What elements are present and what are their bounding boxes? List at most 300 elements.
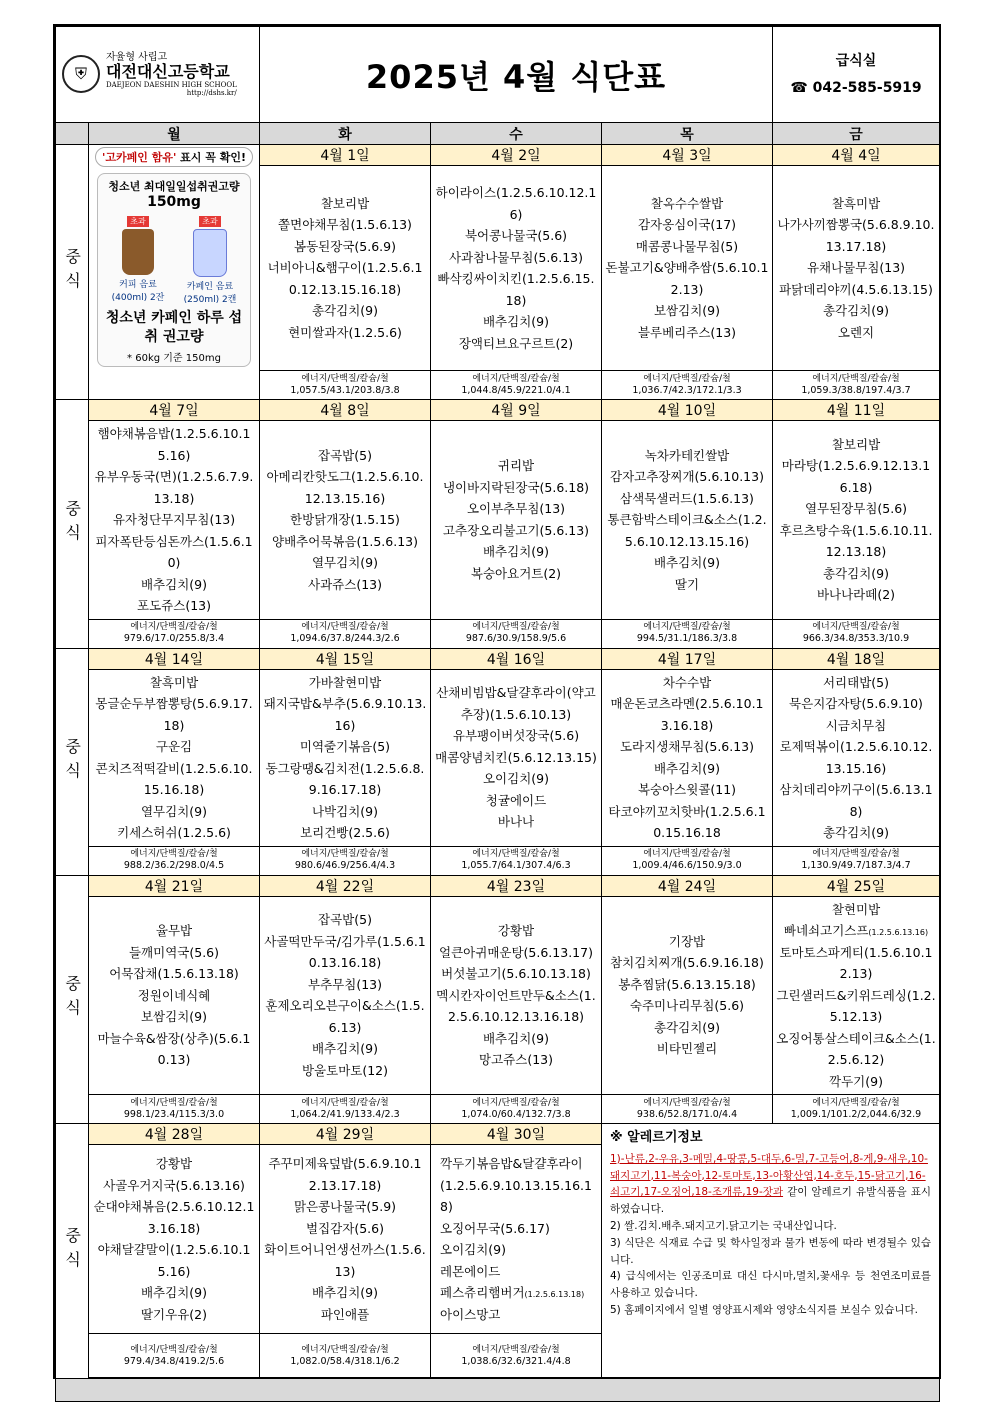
menu-item-text: 복숭아요거트(2) xyxy=(470,565,562,581)
nutrition-cell xyxy=(89,1334,260,1379)
menu-item xyxy=(92,758,256,801)
menu-item xyxy=(776,672,936,694)
menu-item-text: 돼지국밥&부추(5.6.9.10.13.16) xyxy=(263,696,427,733)
nutrition-value: 988.2/36.2/298.0/4.5 xyxy=(123,860,225,872)
date-cell: 4월 10일 xyxy=(602,400,773,421)
menu-item-text: 유부우동국(면)(1.2.5.6.7.9.13.18) xyxy=(94,469,254,506)
nutrition-cell xyxy=(260,371,431,400)
promo-foot1: 청소년 카페인 하루 섭취 권고량 xyxy=(105,310,243,345)
menu-item xyxy=(776,455,936,498)
menu-item xyxy=(434,333,598,355)
menu-item-text: 깍두기(9) xyxy=(829,1073,883,1089)
menu-cell xyxy=(773,896,940,1095)
menu-item xyxy=(92,693,256,736)
menu-item xyxy=(263,693,427,736)
menu-item-text: 방울토마토(12) xyxy=(301,1062,389,1078)
menu-item-text: 빠삭킹싸이치킨(1.2.5.6.15.18) xyxy=(437,271,595,308)
menu-cell xyxy=(602,896,773,1095)
menu-item xyxy=(263,931,427,974)
menu-item xyxy=(263,1196,427,1218)
menu-item xyxy=(92,822,256,844)
menu-cell xyxy=(431,896,602,1095)
menu-item-text: 햄야채볶음밥(1.2.5.6.10.15.16) xyxy=(97,426,251,463)
menu-item-text: 매콤양념치킨(5.6.12.13.15) xyxy=(435,749,597,765)
menu-item-text: 사과참나물무침(5.6.13) xyxy=(448,249,584,265)
menu-item-text: 총각김치(9) xyxy=(822,303,889,319)
menu-item-text: 감자옹심이국(17) xyxy=(637,217,737,233)
nutrition-cell xyxy=(260,1334,431,1379)
nutrition-cell xyxy=(773,371,940,400)
menu-item xyxy=(605,672,769,694)
menu-item xyxy=(434,455,598,477)
menu-item xyxy=(92,672,256,694)
menu-item xyxy=(434,963,598,985)
nutrition-value: 1,130.9/49.7/187.3/4.7 xyxy=(801,860,911,872)
menu-item xyxy=(605,758,769,780)
nutrition-label: 에너지/단백질/칼슘/철 xyxy=(472,1344,560,1355)
nutrition-label: 에너지/단백질/칼슘/철 xyxy=(130,849,218,860)
menu-item-text: 오징어통살스테이크&소스(1.2.5.6.12) xyxy=(776,1030,936,1067)
menu-item-text: 묵은지감자탕(5.6.9.10) xyxy=(789,696,923,711)
menu-item xyxy=(434,311,598,333)
allergy-note-3: 3) 식단은 식재료 수급 및 학사일정과 물가 변동에 따라 변경될수 있습니다. xyxy=(610,1236,931,1266)
energy-can xyxy=(180,216,240,305)
menu-item xyxy=(263,672,427,694)
menu-item-text: 배추김치(9) xyxy=(482,1030,549,1046)
nutrition-value: 979.6/17.0/255.8/3.4 xyxy=(123,633,225,645)
menu-item xyxy=(776,779,936,822)
menu-item-text: 북어콩나물국(5.6) xyxy=(464,228,568,243)
menu-item-text: 한방닭개장(1.5.15) xyxy=(290,512,400,527)
weekday-thu: 목 xyxy=(602,123,773,145)
menu-item xyxy=(776,300,936,322)
promo-badge xyxy=(95,147,253,167)
menu-item-text: 찰흑미밥 xyxy=(831,195,881,211)
menu-item xyxy=(434,790,598,812)
nutrition-label: 에너지/단백질/칼슘/철 xyxy=(643,373,731,384)
nutrition-value: 1,038.6/32.6/321.4/4.8 xyxy=(461,1355,571,1367)
nutrition-value: 987.6/30.9/158.9/5.6 xyxy=(465,633,567,645)
menu-cell xyxy=(773,166,940,371)
date-cell: 4월 14일 xyxy=(89,648,260,669)
allergy-note-1 xyxy=(610,1151,931,1218)
menu-item xyxy=(92,942,256,964)
nutrition-label: 에너지/단백질/칼슘/철 xyxy=(643,622,731,633)
menu-item-text: 서리태밥(5) xyxy=(822,674,889,690)
weekday-fri: 금 xyxy=(773,123,940,145)
menu-item xyxy=(92,985,256,1007)
date-cell: 4월 17일 xyxy=(602,648,773,669)
nutrition-cell xyxy=(260,846,431,875)
menu-item-text: 딸기우유(2) xyxy=(140,1306,207,1322)
menu-item xyxy=(263,1239,427,1282)
nutrition-cell xyxy=(89,619,260,648)
menu-item xyxy=(605,322,769,344)
nutrition-cell xyxy=(431,1334,602,1379)
nutrition-value: 1,059.3/38.8/197.4/3.7 xyxy=(801,384,911,396)
menu-item xyxy=(434,1261,598,1283)
menu-item-text: 총각김치(9) xyxy=(822,565,889,581)
menu-item xyxy=(776,498,936,520)
menu-item xyxy=(434,1153,598,1218)
menu-item-text: 훈제오리오븐구이&소스(1.5.6.13) xyxy=(265,998,425,1035)
menu-item-text: 그린샐러드&키위드레싱(1.2.5.12.13) xyxy=(776,987,936,1024)
menu-item-text: 봄동된장국(5.6.9) xyxy=(294,238,396,254)
menu-cell xyxy=(89,421,260,620)
menu-item xyxy=(263,236,427,258)
nutrition-cell xyxy=(431,371,602,400)
menu-item xyxy=(776,279,936,301)
menu-item xyxy=(92,801,256,823)
menu-item-text: 열무된장무침(5.6) xyxy=(804,501,908,517)
menu-item-text: 버섯불고기(5.6.10.13.18) xyxy=(441,966,591,981)
menu-item xyxy=(776,584,936,606)
menu-item xyxy=(605,193,769,215)
menu-item-text: 배추김치(9) xyxy=(311,1041,378,1057)
date-cell: 4월 18일 xyxy=(773,648,940,669)
menu-cell xyxy=(89,669,260,846)
nutrition-value: 1,094.6/37.8/244.3/2.6 xyxy=(290,633,400,645)
menu-cell xyxy=(773,421,940,620)
menu-item-text: 타코야끼꼬치핫바(1.2.5.6.10.15.16.18 xyxy=(608,803,766,840)
date-cell: 4월 2일 xyxy=(431,145,602,166)
menu-item-text: 배추김치(9) xyxy=(140,576,207,592)
promo-badge-red: '고카페인 함유' xyxy=(102,151,177,164)
menu-item-text: 통큰함박스테이크&소스(1.2.5.6.10.12.13.15.16) xyxy=(607,512,767,549)
allergy-note-2: 2) 쌀.김치.배추.돼지고기.닭고기는 국내산입니다. xyxy=(610,1219,837,1232)
menu-item-text: 사과쥬스(13) xyxy=(308,576,382,592)
cup2-tag: 초과 xyxy=(199,216,220,227)
menu-item-text: 토마토스파게티(1.5.6.10.12.13) xyxy=(779,944,933,981)
nutrition-cell xyxy=(602,371,773,400)
kitchen-cell xyxy=(773,27,940,123)
allergy-heading: ※ 알레르기정보 xyxy=(610,1130,703,1145)
nutrition-label: 에너지/단백질/칼슘/철 xyxy=(301,849,389,860)
menu-item xyxy=(434,1028,598,1050)
menu-item-text: 벌집감자(5.6) xyxy=(306,1220,384,1236)
nutrition-value: 1,036.7/42.3/172.1/3.3 xyxy=(632,384,742,396)
menu-item-text: 바나나 xyxy=(497,814,535,830)
date-cell: 4월 3일 xyxy=(602,145,773,166)
menu-item-text: 현미쌀과자(1.2.5.6) xyxy=(288,324,402,340)
nutrition-cell xyxy=(602,846,773,875)
menu-item xyxy=(263,466,427,509)
nutrition-value: 994.5/31.1/186.3/3.8 xyxy=(636,633,738,645)
nutrition-value: 1,009.1/101.2/2,044.6/32.9 xyxy=(790,1108,922,1120)
nutrition-label: 에너지/단백질/칼슘/철 xyxy=(301,622,389,633)
date-cell: 4월 30일 xyxy=(431,1124,602,1145)
menu-item xyxy=(605,300,769,322)
date-cell: 4월 21일 xyxy=(89,875,260,896)
meal-label-week-1: 중식 xyxy=(56,145,89,400)
menu-item xyxy=(605,236,769,258)
menu-item-text: 순대야채볶음(2.5.6.10.12.13.16.18) xyxy=(93,1199,255,1236)
date-cell: 4월 23일 xyxy=(431,875,602,896)
school-type: 자율형 사립고 xyxy=(106,51,168,63)
nutrition-label: 에너지/단백질/칼슘/철 xyxy=(130,1097,218,1108)
menu-cell xyxy=(602,166,773,371)
nutrition-value: 979.4/34.8/419.2/5.6 xyxy=(123,1355,225,1367)
nutrition-cell xyxy=(431,846,602,875)
menu-item-text: 유부팽이버섯장국(5.6) xyxy=(452,728,580,744)
menu-item-text: 맑은콩나물국(5.9) xyxy=(293,1199,397,1214)
menu-item xyxy=(263,445,427,467)
menu-item-text: 오이김치(9) xyxy=(482,771,549,787)
menu-item xyxy=(92,736,256,758)
menu-item xyxy=(434,498,598,520)
menu-item xyxy=(263,531,427,553)
menu-item-text: 총각김치(9) xyxy=(311,303,378,319)
menu-item-text: 돈불고기&양배추쌈(5.6.10.12.13) xyxy=(605,260,769,297)
menu-item-text: 찰옥수수쌀밥 xyxy=(650,195,724,211)
menu-item xyxy=(263,822,427,844)
footer-blank-row xyxy=(56,1379,940,1402)
corner-cell xyxy=(56,123,89,145)
school-url: http://dshs.kr/ xyxy=(186,89,237,98)
menu-item-text: 어묵잡채(1.5.6.13.18) xyxy=(109,966,239,981)
menu-item xyxy=(92,1028,256,1071)
nutrition-value: 938.6/52.8/171.0/4.4 xyxy=(636,1108,738,1120)
allergy-codes-suffix: 같이 알레르기 유발식품을 표시하였습니다. xyxy=(610,1186,931,1216)
menu-item xyxy=(434,1049,598,1071)
menu-item xyxy=(434,768,598,790)
allergy-note-4: 4) 급식에서는 인공조미료 대신 다시마,멸치,꽃새우 등 천연조미료를 사용하고 있습니다. xyxy=(610,1270,931,1300)
allergy-info xyxy=(602,1124,940,1379)
menu-item-text: 삼색묵샐러드(1.5.6.13) xyxy=(620,490,754,506)
weekday-wed: 수 xyxy=(431,123,602,145)
menu-item xyxy=(434,541,598,563)
menu-item xyxy=(605,779,769,801)
nutrition-value: 1,055.7/64.1/307.4/6.3 xyxy=(461,860,571,872)
menu-item xyxy=(434,1304,598,1326)
kitchen-phone: ☎ 042-585-5919 xyxy=(790,79,922,96)
school-name: 대전대신고등학교 xyxy=(106,62,230,81)
date-cell: 4월 7일 xyxy=(89,400,260,421)
menu-item xyxy=(776,1071,936,1093)
menu-item xyxy=(776,434,936,456)
nutrition-value: 1,057.5/43.1/203.8/3.8 xyxy=(290,384,400,396)
menu-item-text: 유자청단무지무침(13) xyxy=(112,512,236,527)
menu-item-text: 도라지생채무침(5.6.13) xyxy=(619,739,755,754)
menu-item-text: 야채달걀말이(1.2.5.6.10.15.16) xyxy=(97,1242,251,1279)
menu-item-text: 바나나라떼(2) xyxy=(816,587,896,603)
menu-item-text: 아이스망고 xyxy=(440,1306,501,1322)
menu-cell xyxy=(260,166,431,371)
menu-item-text: 보쌈김치(9) xyxy=(653,303,720,319)
menu-item-text: 열무김치(9) xyxy=(140,803,207,819)
menu-item-text: 오이김치(9) xyxy=(440,1242,507,1257)
menu-item xyxy=(92,509,256,531)
menu-item-text: 얼큰아귀매운탕(5.6.13.17) xyxy=(439,944,593,960)
menu-item-text: 산채비빔밥&달걀후라이(약고추장)(1.5.6.10.13) xyxy=(436,685,596,722)
menu-item-text: 배추김치(9) xyxy=(653,760,720,776)
menu-item-text: 양배추어묵볶음(1.5.6.13) xyxy=(272,533,418,549)
menu-item-allergy-small: (1.2.5.6.13.18) xyxy=(524,1290,585,1299)
menu-item xyxy=(263,736,427,758)
nutrition-label: 에너지/단백질/칼슘/철 xyxy=(472,1097,560,1108)
menu-item-text: 기장밥 xyxy=(668,933,706,949)
nutrition-cell xyxy=(89,1095,260,1124)
menu-sheet xyxy=(53,24,941,1379)
menu-item xyxy=(263,214,427,236)
menu-item-text: 총각김치(9) xyxy=(822,825,889,840)
menu-item-text: 배추김치(9) xyxy=(311,1285,378,1300)
menu-item xyxy=(92,1153,256,1175)
menu-item xyxy=(263,758,427,801)
menu-item xyxy=(263,1282,427,1304)
menu-item-text: 구운김 xyxy=(155,739,193,754)
school-logo-cell xyxy=(56,27,260,123)
menu-item xyxy=(776,736,936,779)
menu-item xyxy=(434,182,598,225)
menu-cell xyxy=(260,1145,431,1334)
menu-item-text: 청귤에이드 xyxy=(485,792,547,808)
menu-item-text: 하이라이스(1.2.5.6.10.12.16) xyxy=(435,185,597,222)
nutrition-label: 에너지/단백질/칼슘/철 xyxy=(812,622,900,633)
nutrition-label: 에너지/단백질/칼슘/철 xyxy=(812,373,900,384)
menu-item xyxy=(605,801,769,844)
menu-item xyxy=(605,1038,769,1060)
menu-item xyxy=(434,811,598,833)
menu-item xyxy=(605,509,769,552)
menu-item xyxy=(92,1006,256,1028)
menu-item-text: 강황밥 xyxy=(497,923,535,938)
menu-item-text: 멕시칸자이언트만두&소스(1.2.5.6.10.12.13.16.18) xyxy=(436,987,596,1024)
menu-item-text: 매운돈코츠라멘(2.5.6.10.13.16.18) xyxy=(610,696,764,733)
menu-item xyxy=(92,1175,256,1197)
menu-item xyxy=(605,995,769,1017)
menu-item-text: 오렌지 xyxy=(837,324,875,340)
menu-item-allergy-small: (1.2.5.6.13.16) xyxy=(868,928,929,937)
nutrition-value: 1,074.0/60.4/132.7/3.8 xyxy=(461,1108,571,1120)
date-cell: 4월 11일 xyxy=(773,400,940,421)
menu-item-text: 파닭데리야끼(4.5.6.13.15) xyxy=(779,281,933,297)
menu-cell xyxy=(431,166,602,371)
menu-item-text: 귀리밥 xyxy=(497,458,535,474)
menu-item xyxy=(605,214,769,236)
menu-item xyxy=(434,1239,598,1261)
menu-cell xyxy=(431,669,602,846)
menu-item-text: 빠네쇠고기스프 xyxy=(783,923,869,938)
nutrition-cell xyxy=(773,1095,940,1124)
menu-item xyxy=(605,736,769,758)
menu-cell xyxy=(773,669,940,846)
menu-item-text: 몽글순두부짬뽕탕(5.6.9.17.18) xyxy=(95,696,253,733)
nutrition-cell xyxy=(602,1095,773,1124)
date-cell: 4월 25일 xyxy=(773,875,940,896)
menu-cell xyxy=(89,1145,260,1334)
menu-item xyxy=(92,423,256,466)
menu-item-text: 사골우거지국(5.6.13.16) xyxy=(103,1177,245,1193)
menu-item-text: 사골떡만두국/김가루(1.5.6.10.13.16.18) xyxy=(264,933,426,971)
promo-head: 청소년 최대일일섭취권고량 xyxy=(108,180,240,193)
menu-item-text: 오이부추무침(13) xyxy=(466,501,566,517)
menu-item xyxy=(434,985,598,1028)
nutrition-label: 에너지/단백질/칼슘/철 xyxy=(301,1097,389,1108)
menu-item-text: 배추김치(9) xyxy=(482,544,549,560)
menu-item-text: 장액티브요구르트(2) xyxy=(458,335,574,351)
date-cell: 4월 28일 xyxy=(89,1124,260,1145)
allergy-codes: 1)-난류,2-우유,3-메밀,4-땅콩,5-대두,6-밀,7-고등어,8-게,9-새우,10-돼지고기,11-복숭아,12-토마토,13-아황산염,14-호두,15-닭고기,16-쇠고기,17-오징어,18-조개류,19-잣과 xyxy=(610,1152,928,1199)
menu-cell xyxy=(260,669,431,846)
menu-item xyxy=(434,268,598,311)
menu-item xyxy=(263,193,427,215)
menu-item-text: 오징어무국(5.6.17) xyxy=(440,1220,550,1236)
menu-item-text: 화이트어니언생선까스(1.5.6.13) xyxy=(264,1242,426,1279)
menu-item-text: 마늘수육&쌈장(상추)(5.6.10.13) xyxy=(97,1030,251,1067)
nutrition-cell xyxy=(773,619,940,648)
menu-cell xyxy=(431,421,602,620)
promo-box xyxy=(97,173,251,367)
menu-item xyxy=(263,1038,427,1060)
nutrition-label: 에너지/단백질/칼슘/철 xyxy=(472,849,560,860)
menu-item xyxy=(605,257,769,300)
menu-item-text: 냉이바지락된장국(5.6.18) xyxy=(442,479,590,495)
menu-item-text: 차수수밥 xyxy=(662,674,712,690)
menu-cell xyxy=(602,669,773,846)
menu-item-text: 부추무침(13) xyxy=(308,976,382,992)
menu-item xyxy=(263,995,427,1038)
menu-item xyxy=(263,509,427,531)
menu-item-text: 총각김치(9) xyxy=(653,1019,720,1035)
promo-badge-text: 표시 꼭 확인! xyxy=(176,151,246,164)
menu-item xyxy=(776,942,936,985)
menu-item xyxy=(605,466,769,488)
menu-item xyxy=(92,1304,256,1326)
menu-item xyxy=(263,322,427,344)
menu-item xyxy=(434,247,598,269)
nutrition-value: 998.1/23.4/115.3/3.0 xyxy=(123,1108,225,1120)
meal-label-week-5: 중식 xyxy=(56,1124,89,1379)
menu-item xyxy=(92,466,256,509)
menu-item xyxy=(263,1304,427,1326)
menu-item-text: 동그랑땡&김치전(1.2.5.6.8.9.16.17.18) xyxy=(265,760,425,797)
menu-item xyxy=(776,920,936,942)
nutrition-cell xyxy=(431,619,602,648)
menu-item-text: 봉추찜닭(5.6.13.15.18) xyxy=(618,976,756,992)
menu-item xyxy=(605,1017,769,1039)
menu-item xyxy=(263,552,427,574)
menu-item-text: 시금치무침 xyxy=(825,717,887,733)
menu-item xyxy=(776,693,936,715)
menu-item-text: 비타민젤리 xyxy=(656,1041,718,1057)
menu-item-text: 너비아니&햄구이(1.2.5.6.10.12.13.15.16.18) xyxy=(267,260,423,297)
nutrition-label: 에너지/단백질/칼슘/철 xyxy=(301,373,389,384)
weekday-mon: 월 xyxy=(89,123,260,145)
date-cell: 4월 1일 xyxy=(260,145,431,166)
menu-item-text: 삼치데리야끼구이(5.6.13.18) xyxy=(779,782,933,819)
meal-label-week-3: 중식 xyxy=(56,648,89,875)
menu-item-text: 복숭아스윗콜(11) xyxy=(637,782,737,797)
menu-item-text: 녹차카테킨쌀밥 xyxy=(644,447,730,463)
menu-item-text: 마라탕(1.2.5.6.9.12.13.16.18) xyxy=(781,458,931,495)
nutrition-label: 에너지/단백질/칼슘/철 xyxy=(472,373,560,384)
meal-label-week-4: 중식 xyxy=(56,875,89,1124)
menu-item-text: 나가사끼짬뽕국(5.6.8.9.10.13.17.18) xyxy=(777,217,935,254)
menu-item xyxy=(92,920,256,942)
date-cell: 4월 24일 xyxy=(602,875,773,896)
menu-item xyxy=(605,488,769,510)
menu-item-text: 매콤콩나물무침(5) xyxy=(635,238,739,254)
menu-item-text: 주꾸미제육덮밥(5.6.9.10.12.13.17.18) xyxy=(268,1156,422,1193)
menu-item-text: 열무김치(9) xyxy=(311,555,378,570)
cup1-tag: 초과 xyxy=(127,216,148,227)
menu-item-text: 키세스허쉬(1.2.5.6) xyxy=(117,825,231,840)
menu-item xyxy=(92,595,256,617)
nutrition-cell xyxy=(260,1095,431,1124)
menu-item-text: 배추김치(9) xyxy=(653,555,720,570)
nutrition-cell xyxy=(260,619,431,648)
